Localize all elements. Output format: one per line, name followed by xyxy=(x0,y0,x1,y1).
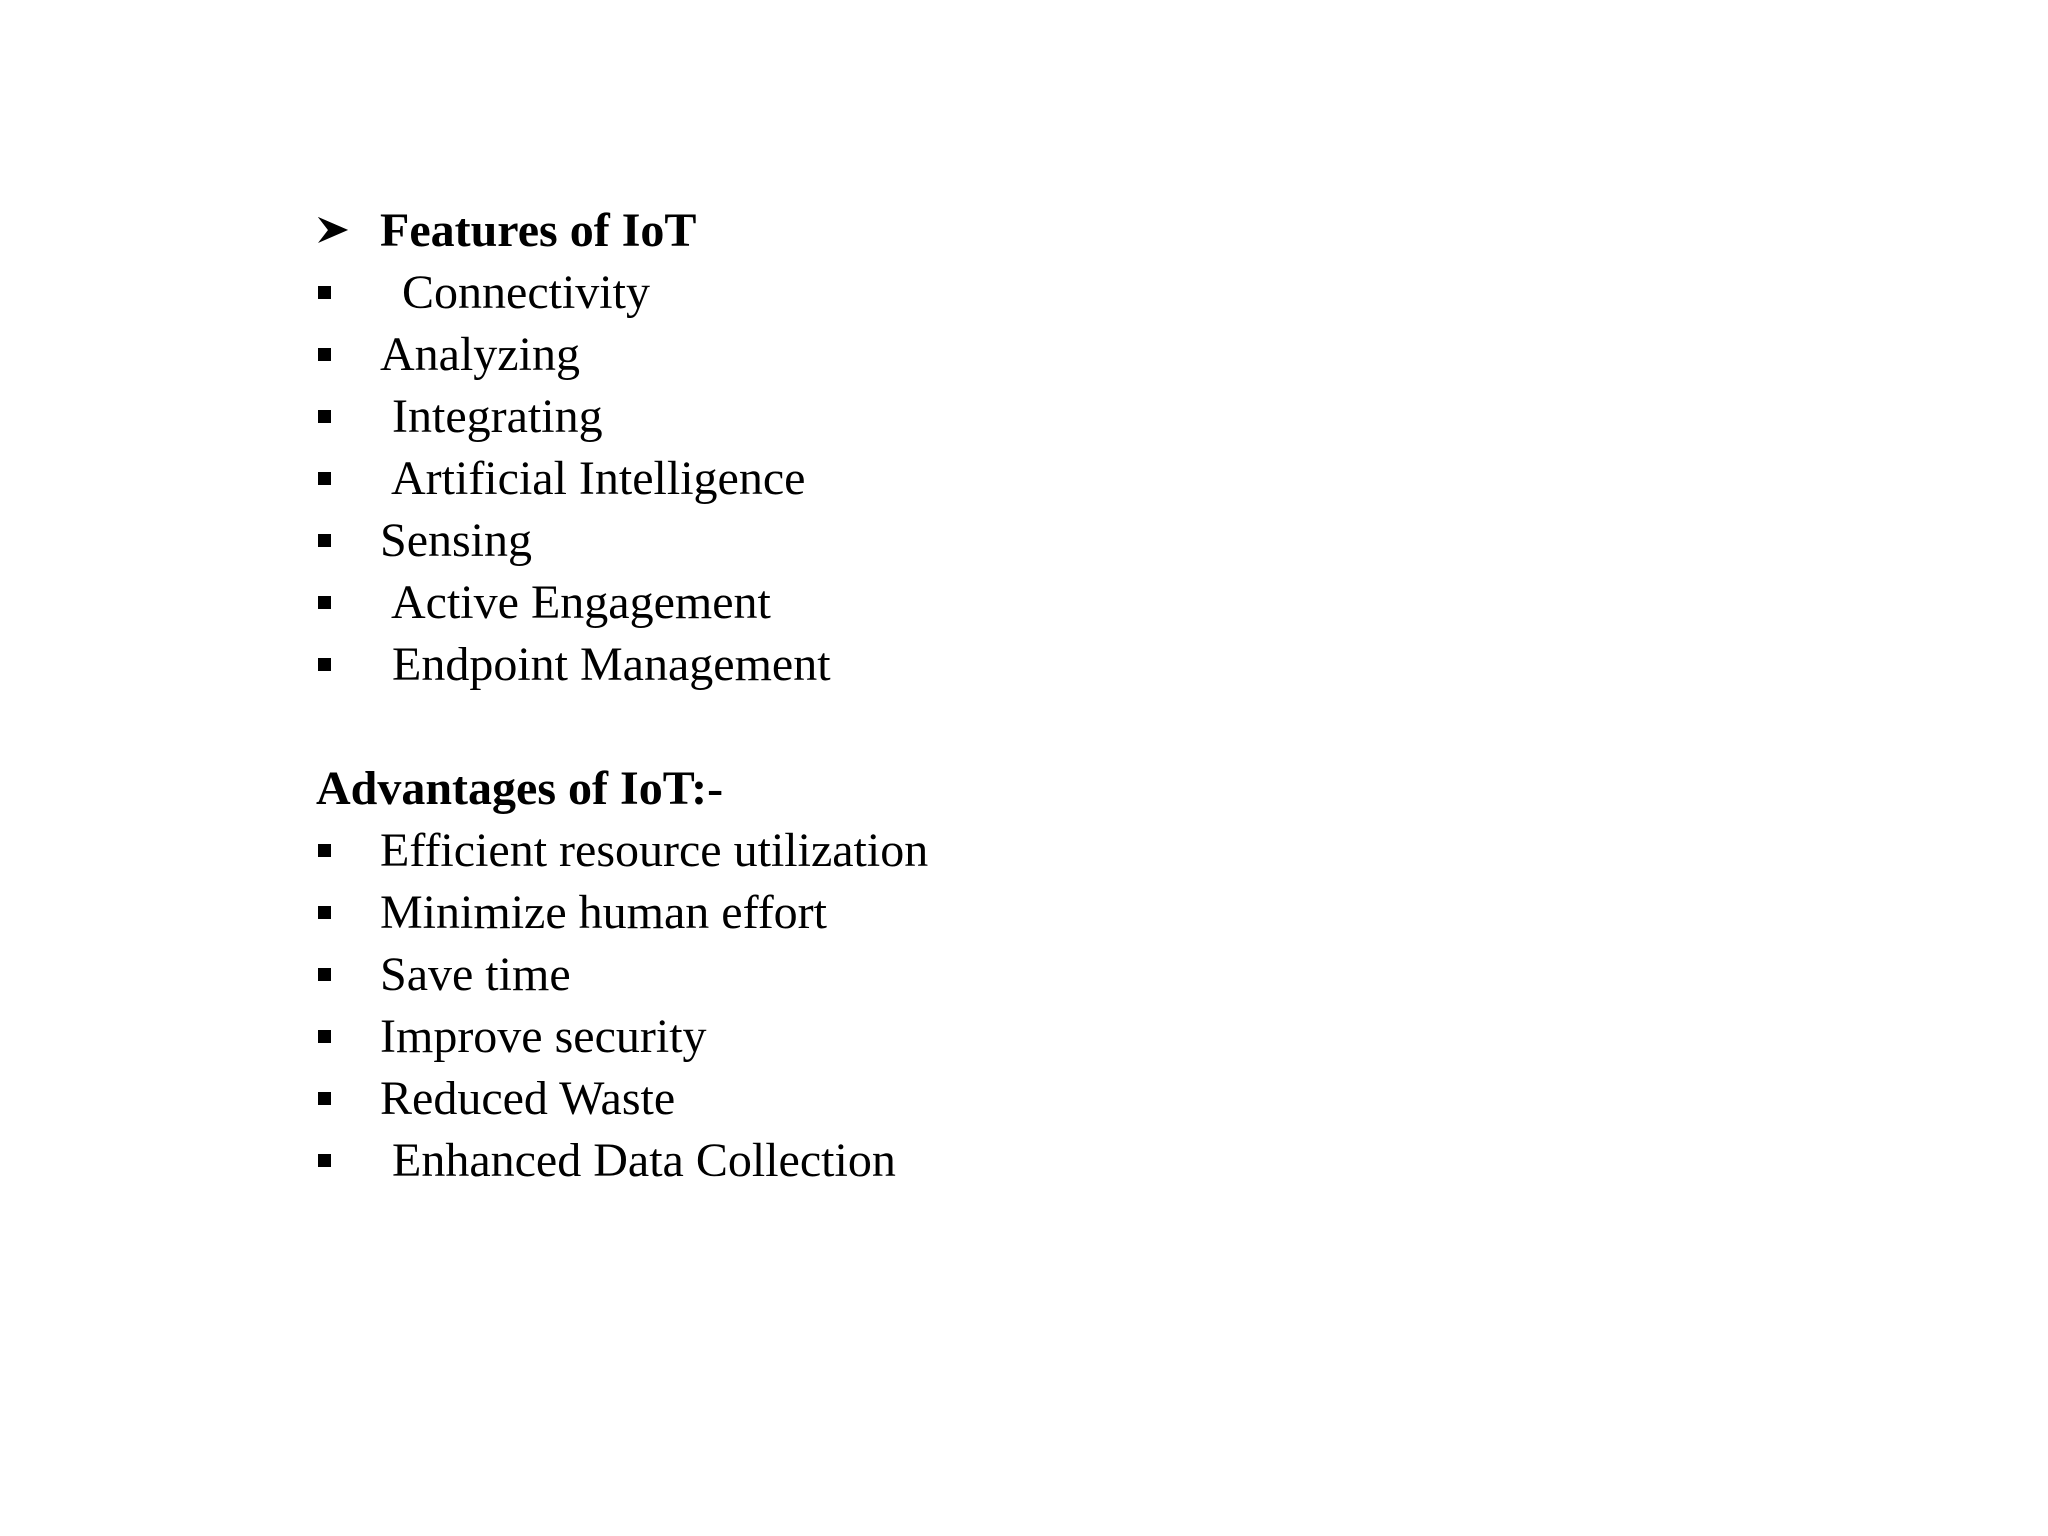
list-item xyxy=(316,448,1716,510)
list-item xyxy=(316,820,1716,882)
list-item xyxy=(316,572,1716,634)
list-item-label: Analyzing xyxy=(380,328,580,381)
list-item-label: Connectivity xyxy=(390,266,650,319)
list-item-label: Minimize human effort xyxy=(380,886,827,939)
list-item xyxy=(316,1068,1716,1130)
features-heading: Features of IoT xyxy=(380,204,697,257)
features-list xyxy=(316,262,1716,696)
list-item xyxy=(316,386,1716,448)
section-spacer xyxy=(316,696,1716,758)
list-item xyxy=(316,634,1716,696)
list-item-label: Endpoint Management xyxy=(392,638,831,691)
list-item-label: Sensing xyxy=(380,514,533,567)
list-item-label: Improve security xyxy=(380,1010,707,1063)
square-bullet-icon xyxy=(318,534,331,547)
advantages-heading: Advantages of IoT:- xyxy=(316,762,724,815)
square-bullet-icon xyxy=(318,596,331,609)
list-item-label: Save time xyxy=(380,948,571,1001)
advantages-list xyxy=(316,820,1716,1192)
advantages-heading-row xyxy=(316,758,1716,820)
features-heading-row xyxy=(316,200,1716,262)
list-item xyxy=(316,944,1716,1006)
square-bullet-icon xyxy=(318,348,331,361)
square-bullet-icon xyxy=(318,286,331,299)
arrow-bullet-icon xyxy=(316,213,350,247)
square-bullet-icon xyxy=(318,1092,331,1105)
list-item-label: Active Engagement xyxy=(391,576,771,629)
square-bullet-icon xyxy=(318,1030,331,1043)
list-item-label: Artificial Intelligence xyxy=(391,452,806,505)
square-bullet-icon xyxy=(318,472,331,485)
list-item xyxy=(316,262,1716,324)
square-bullet-icon xyxy=(318,1154,331,1167)
list-item xyxy=(316,324,1716,386)
list-item-label: Reduced Waste xyxy=(380,1072,676,1125)
square-bullet-icon xyxy=(318,410,331,423)
square-bullet-icon xyxy=(318,968,331,981)
list-item-label: Integrating xyxy=(392,390,603,443)
list-item-label: Efficient resource utilization xyxy=(380,824,929,877)
list-item xyxy=(316,1006,1716,1068)
square-bullet-icon xyxy=(318,906,331,919)
list-item xyxy=(316,1130,1716,1192)
square-bullet-icon xyxy=(318,844,331,857)
list-item-label: Enhanced Data Collection xyxy=(392,1134,896,1187)
list-item xyxy=(316,882,1716,944)
list-item xyxy=(316,510,1716,572)
slide-content xyxy=(316,200,1716,1192)
square-bullet-icon xyxy=(318,658,331,671)
